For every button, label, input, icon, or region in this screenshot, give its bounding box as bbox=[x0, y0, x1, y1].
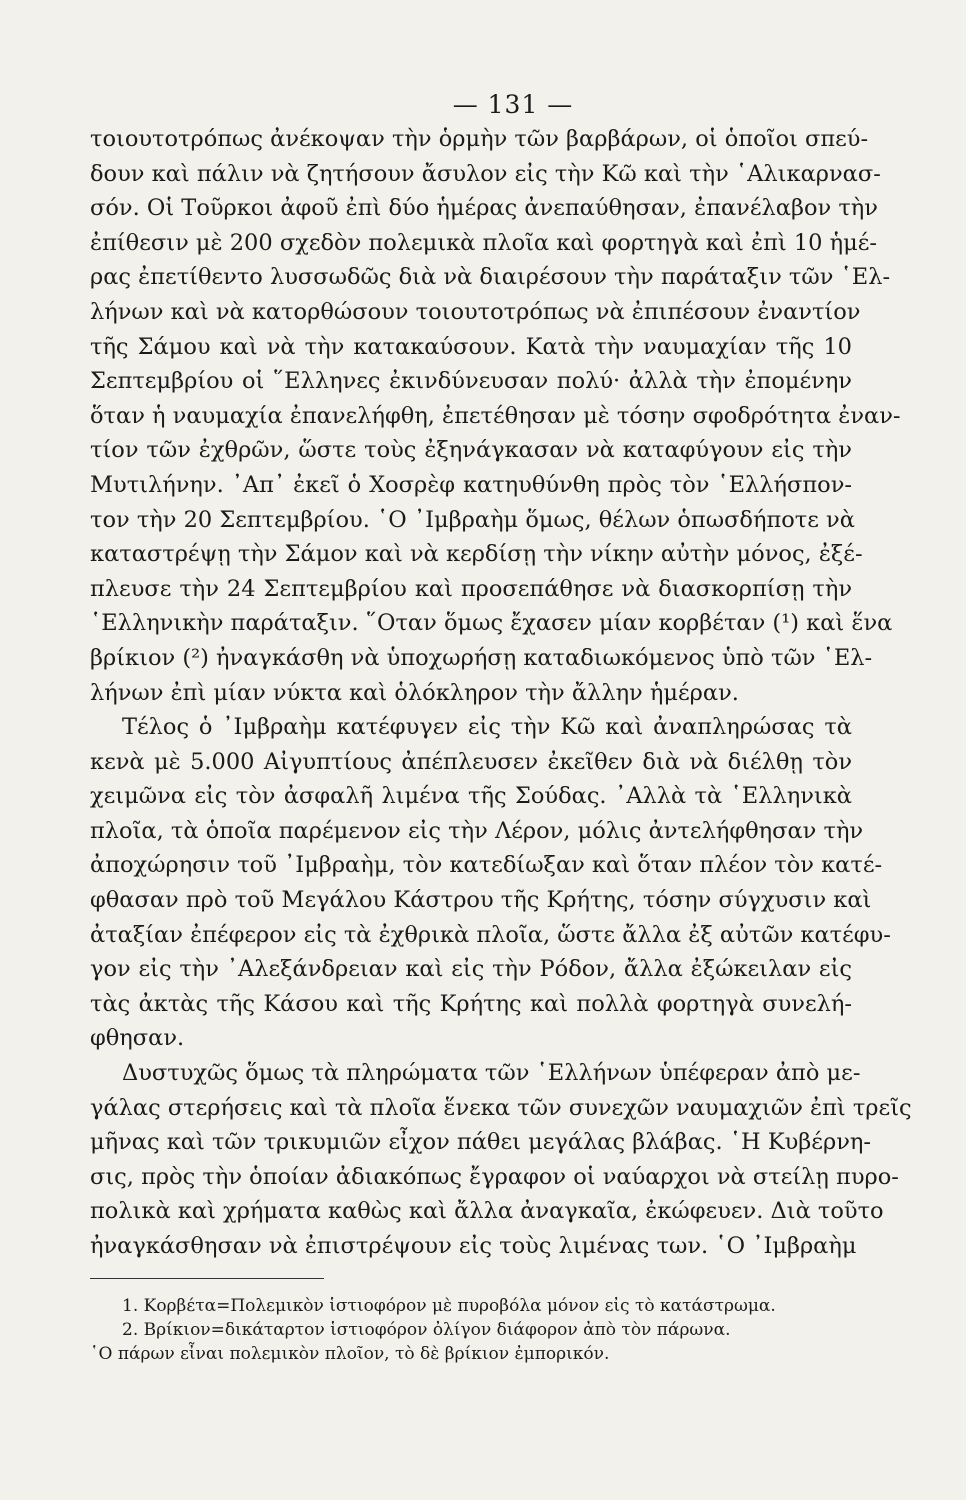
footnotes bbox=[90, 1294, 852, 1366]
text-line: φθασαν πρὸ τοῦ Μεγάλου Κάστρου τῆς Κρήτης, τόσην σύγχυσιν καὶ bbox=[90, 887, 872, 914]
text-line: γάλας στερήσεις καὶ τὰ πλοῖα ἕνεκα τῶν συνεχῶν ναυμαχιῶν ἐπὶ τρεῖς bbox=[90, 1094, 912, 1121]
footnote: ῾Ο πάρων εἶναι πολεμικὸν πλοῖον, τὸ δὲ βρίκιον ἐμπορικόν. bbox=[90, 1344, 610, 1364]
text-line: πολικὰ καὶ χρήματα καθὼς καὶ ἄλλα ἀναγκαῖα, ἐκώφευεν. Διὰ τοῦτο bbox=[90, 1198, 884, 1225]
text-line: τοιουτοτρόπως ἀνέκοψαν τὴν ὁρμὴν τῶν βαρβάρων, οἱ ὁποῖοι σπεύ- bbox=[90, 126, 869, 152]
text-line: χειμῶνα εἰς τὸν ἀσφαλῆ λιμένα τῆς Σούδας. ᾿Αλλὰ τὰ ῾Ελληνικὰ bbox=[90, 783, 852, 810]
text-line: δουν καὶ πάλιν νὰ ζητήσουν ἄσυλον εἰς τὴν Κῶ καὶ τὴν ῾Αλικαρνασ- bbox=[90, 160, 881, 187]
text-line: Τέλος ὁ ᾿Ιμβραὴμ κατέφυγεν εἰς τὴν Κῶ καὶ ἀναπληρώσας τὰ bbox=[122, 714, 852, 741]
text-line: ἠναγκάσθησαν νὰ ἐπιστρέψουν εἰς τοὺς λιμένας των. ῾Ο ᾿Ιμβραὴμ bbox=[90, 1233, 857, 1259]
page-number: — 131 — bbox=[452, 90, 574, 119]
text-line: λήνων ἐπὶ μίαν νύκτα καὶ ὁλόκληρον τὴν ἄλλην ἡμέραν. bbox=[90, 679, 739, 706]
text-line: πλοῖα, τὰ ὁποῖα παρέμενον εἰς τὴν Λέρον, μόλις ἀντελήφθησαν τὴν bbox=[90, 817, 864, 844]
text-line: τὰς ἀκτὰς τῆς Κάσου καὶ τῆς Κρήτης καὶ πολλὰ φορτηγὰ συνελή- bbox=[90, 990, 852, 1017]
footnote: 1. Κορβέτα=Πολεμικὸν ἱστιοφόρον μὲ πυροβόλα μόνον εἰς τὸ κατάστρωμα. bbox=[122, 1296, 776, 1316]
text-line: Μυτιλήνην. ᾿Απ᾿ ἐκεῖ ὁ Χοσρὲφ κατηυθύνθη πρὸς τὸν ῾Ελλήσπον- bbox=[90, 471, 852, 498]
text-line: Δυστυχῶς ὅμως τὰ πληρώματα τῶν ῾Ελλήνων ὑπέφεραν ἀπὸ με- bbox=[122, 1060, 861, 1087]
text-line: βρίκιον (²) ἠναγκάσθη νὰ ὑποχωρήσῃ καταδιωκόμενος ὑπὸ τῶν ῾Ελ- bbox=[90, 644, 873, 671]
text-line: σόν. Οἱ Τοῦρκοι ἀφοῦ ἐπὶ δύο ἡμέρας ἀνεπαύθησαν, ἐπανέλαβον τὴν bbox=[90, 195, 878, 222]
text-line: τον τὴν 20 Σεπτεμβρίου. ῾Ο ᾿Ιμβραὴμ ὅμως, θέλων ὁπωσδήποτε νὰ bbox=[90, 506, 855, 533]
text-line: ῾Ελληνικὴν παράταξιν. ῞Οταν ὅμως ἔχασεν μίαν κορβέταν (¹) καὶ ἕνα bbox=[90, 610, 893, 637]
text-line: σις, πρὸς τὴν ὁποίαν ἀδιακόπως ἔγραφον οἱ ναύαρχοι νὰ στείλῃ πυρο- bbox=[90, 1163, 899, 1190]
text-line: ἐπίθεσιν μὲ 200 σχεδὸν πολεμικὰ πλοῖα καὶ φορτηγὰ καὶ ἐπὶ 10 ἡμέ- bbox=[90, 229, 877, 256]
text-line: τίον τῶν ἐχθρῶν, ὥστε τοὺς ἐξηνάγκασαν νὰ καταφύγουν εἰς τὴν bbox=[90, 437, 852, 464]
text-line: γον εἰς τὴν ᾿Αλεξάνδρειαν καὶ εἰς τὴν Ρόδον, ἄλλα ἐξώκειλαν εἰς bbox=[90, 956, 852, 983]
text-line: κενὰ μὲ 5.000 Αἰγυπτίους ἀπέπλευσεν ἐκεῖθεν διὰ νὰ διέλθῃ τὸν bbox=[90, 748, 852, 775]
text-line: ρας ἐπετίθεντο λυσσωδῶς διὰ νὰ διαιρέσουν τὴν παράταξιν τῶν ῾Ελ- bbox=[90, 264, 891, 291]
text-line: μῆνας καὶ τῶν τρικυμιῶν εἶχον πάθει μεγάλας βλάβας. ῾Η Κυβέρνη- bbox=[90, 1129, 871, 1156]
text-line: φθησαν. bbox=[90, 1025, 185, 1052]
text-line: τῆς Σάμου καὶ νὰ τὴν κατακαύσουν. Κατὰ τὴν ναυμαχίαν τῆς 10 bbox=[90, 333, 852, 360]
text-line: ἀποχώρησιν τοῦ ᾿Ιμβραὴμ, τὸν κατεδίωξαν καὶ ὅταν πλέον τὸν κατέ- bbox=[90, 852, 883, 879]
text-line: Σεπτεμβρίου οἱ ῞Ελληνες ἐκινδύνευσαν πολύ· ἀλλὰ τὴν ἐπομένην bbox=[90, 368, 852, 395]
text-line: καταστρέψῃ τὴν Σάμον καὶ νὰ κερδίσῃ τὴν νίκην αὐτὴν μόνος, ἐξέ- bbox=[90, 541, 863, 568]
footnote: 2. Βρίκιον=δικάταρτον ἱστιοφόρον ὀλίγον διάφορον ἀπὸ τὸν πάρωνα. bbox=[122, 1320, 731, 1340]
text-line: ἀταξίαν ἐπέφερον εἰς τὰ ἐχθρικὰ πλοῖα, ὥστε ἄλλα ἐξ αὐτῶν κατέφυ- bbox=[90, 921, 891, 948]
text-line: πλευσε τὴν 24 Σεπτεμβρίου καὶ προσεπάθησε νὰ διασκορπίσῃ τὴν bbox=[90, 575, 852, 602]
body-text bbox=[90, 122, 912, 1264]
text-line: λήνων καὶ νὰ κατορθώσουν τοιουτοτρόπως νὰ ἐπιπέσουν ἐναντίον bbox=[90, 298, 861, 325]
text-line: ὅταν ἡ ναυμαχία ἐπανελήφθη, ἐπετέθησαν μὲ τόσην σφοδρότητα ἐναν- bbox=[90, 402, 901, 429]
footnote-divider bbox=[90, 1278, 324, 1279]
